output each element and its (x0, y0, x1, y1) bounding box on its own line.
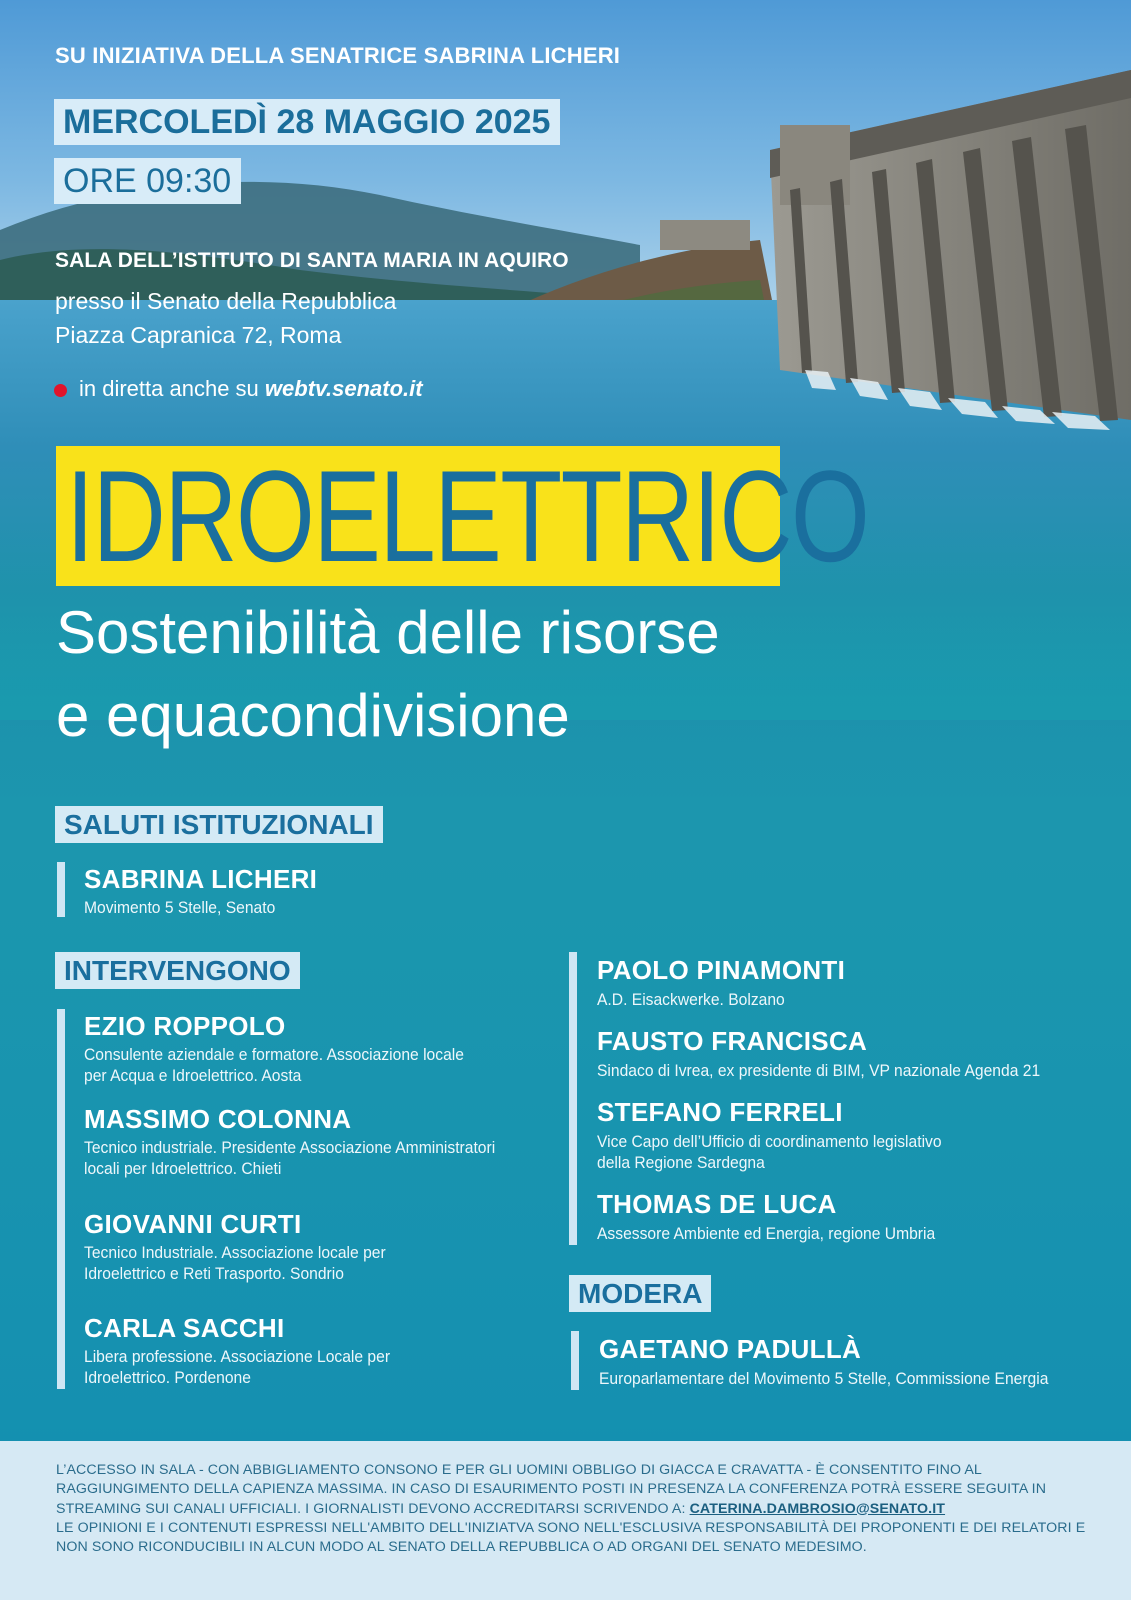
speaker-role: Idroelettrico. Pordenone (84, 1368, 251, 1387)
initiative-line: SU INIZIATIVA DELLA SENATRICE SABRINA LICHERI (55, 43, 621, 68)
live-stream-line (54, 376, 423, 402)
footer-liability-text: LE OPINIONI E I CONTENUTI ESPRESSI NELL'AMBITO DELL'INIZIATVA SONO NELL'ESCLUSIVA RESPONSABILITÀ DEI PROPONENTI E DEI RELATORI E NON SONO RICONDUCIBILI IN ALCUN MODO AL SENATO DELLA REPUBBLICA O AD ORGANI DEL SENATO MEDESIMO. (56, 1519, 1086, 1556)
subtitle-line2: e equacondivisione (56, 682, 570, 749)
speaker-role: della Regione Sardegna (597, 1153, 765, 1172)
venue-address-line1: presso il Senato della Repubblica (55, 288, 397, 314)
footer-access-text: L’ACCESSO IN SALA - CON ABBIGLIAMENTO CONSONO E PER GLI UOMINI OBBLIGO DI GIACCA E CRAVATTA - È CONSENTITO FINO AL RAGGIUNGIMENTO DELLA CAPIENZA MASSIMA. IN CASO DI ESAURIMENTO POSTI IN PRESENZA LA CONFERENZA POTRÀ ESSERE SEGUITA IN STREAMING SUI CANALI UFFICIALI. I GIORNALISTI DEVONO ACCREDITARSI SCRIVENDO A: (56, 1462, 1047, 1517)
speaker-name: MASSIMO COLONNA (84, 1104, 352, 1134)
right-column-bar (569, 952, 577, 1245)
saluti-speaker-name: SABRINA LICHERI (84, 864, 318, 894)
speaker-role: Sindaco di Ivrea, ex presidente di BIM, VP nazionale Agenda 21 (597, 1061, 1041, 1080)
saluti-bar (57, 862, 65, 917)
speaker-name: FAUSTO FRANCISCA (597, 1026, 868, 1056)
venue-name: SALA DELL’ISTITUTO DI SANTA MARIA IN AQUIRO (55, 249, 569, 272)
press-email-link[interactable]: CATERINA.DAMBROSIO@SENATO.IT (689, 1500, 946, 1517)
live-dot-icon (54, 384, 67, 397)
date-label: MERCOLEDÌ 28 MAGGIO 2025 (54, 99, 560, 145)
saluti-speaker-role: Movimento 5 Stelle, Senato (84, 898, 276, 917)
modera-speaker-role: Europarlamentare del Movimento 5 Stelle, Commissione Energia (599, 1369, 1049, 1388)
speaker-name: GIOVANNI CURTI (84, 1209, 302, 1239)
footer-disclaimer (0, 1441, 1131, 1600)
main-title: IDROELETTRICO (66, 443, 869, 589)
speaker-name: THOMAS DE LUCA (597, 1189, 837, 1219)
live-prefix: in diretta anche su (79, 376, 265, 401)
main-title-box (56, 443, 869, 589)
intervengono-heading: INTERVENGONO (55, 952, 300, 989)
speaker-name: PAOLO PINAMONTI (597, 955, 846, 985)
venue-address-line2: Piazza Capranica 72, Roma (55, 322, 342, 348)
modera-speaker-name: GAETANO PADULLÀ (599, 1334, 862, 1364)
speaker-role: Idroelettrico e Reti Trasporto. Sondrio (84, 1264, 344, 1283)
left-column-bar (57, 1009, 65, 1389)
saluti-heading: SALUTI ISTITUZIONALI (55, 806, 383, 843)
time-label: ORE 09:30 (54, 158, 241, 204)
speaker-role: Libera professione. Associazione Locale per (84, 1347, 391, 1366)
speaker-role: locali per Idroelettrico. Chieti (84, 1159, 282, 1178)
speaker-name: EZIO ROPPOLO (84, 1011, 286, 1041)
speaker-name: CARLA SACCHI (84, 1313, 285, 1343)
speaker-role: Vice Capo dell’Ufficio di coordinamento legislativo (597, 1132, 942, 1151)
speaker-role: per Acqua e Idroelettrico. Aosta (84, 1066, 302, 1085)
footer-text (56, 1461, 1086, 1557)
speaker-role: Assessore Ambiente ed Energia, regione Umbria (597, 1224, 936, 1243)
speaker-role: Tecnico industriale. Presidente Associazione Amministratori (84, 1138, 496, 1157)
speaker-role: Consulente aziendale e formatore. Associazione locale (84, 1045, 464, 1064)
modera-bar (571, 1331, 579, 1390)
live-link[interactable]: webtv.senato.it (264, 376, 423, 401)
subtitle-line1: Sostenibilità delle risorse (56, 599, 720, 666)
speaker-role: Tecnico Industriale. Associazione locale per (84, 1243, 386, 1262)
speaker-role: A.D. Eisackwerke. Bolzano (597, 990, 785, 1009)
speaker-name: STEFANO FERRELI (597, 1097, 843, 1127)
modera-heading: MODERA (569, 1275, 711, 1312)
